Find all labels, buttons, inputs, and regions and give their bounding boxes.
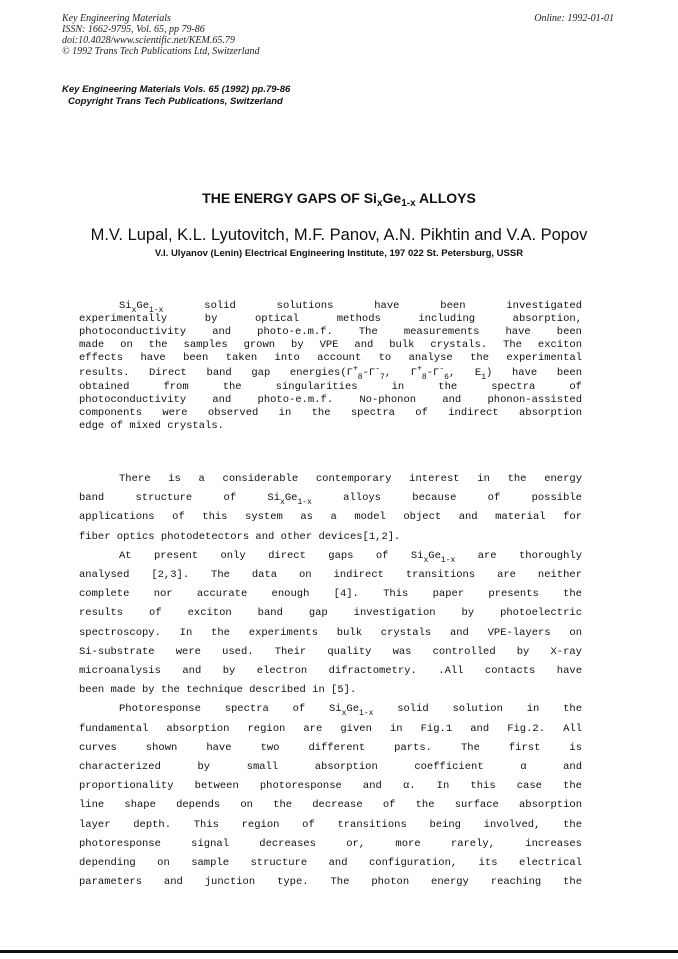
journal-name: Key Engineering Materials [62,13,171,24]
abstract-line: photoconductivity and photo-e.m.f. The measurements have been [79,326,582,338]
body-line: been made by the technique described in [5]. [79,684,357,697]
author-list: M.V. Lupal, K.L. Lyutovitch, M.F. Panov, A.N. Pikhtin and V.A. Popov [90,226,588,244]
body-line: photoresponse signal decreases or, more rarely, increases [79,837,582,850]
body-line: fundamental absorption region are given in Fig.1 and Fig.2. All [79,722,582,735]
abstract-line: effects have been taken into account to analyse the experimental [79,352,582,364]
body-line: depending on sample structure and configuration, its electrical [79,857,582,870]
body-line: band structure of $Si_xGe_{1-x}$ alloys because of possible [79,492,582,508]
abstract-line: $Si_xGe_{1-x}$ solid solutions have been investigated [119,300,582,315]
affiliation: V.I. Ulyanov (Lenin) Electrical Engineering Institute, 197 022 St. Petersburg, USSR [154,248,524,259]
body-line: line shape depends on the decrease of the surface absorption [79,799,582,812]
abstract-line: edge of mixed crystals. [79,420,224,432]
body-line: curves shown have two different parts. The first is [79,741,582,754]
body-line: Si-substrate were used. Their quality was controlled by X-ray [79,645,582,658]
body-line: spectroscopy. In the experiments bulk crystals and VPE-layers on [79,626,582,639]
body-line: layer depth. This region of transitions being involved, the [79,818,582,831]
abstract-line: results. Direct band gap $energies(\Gamma^+_8-\Gamma^-_7$, $\Gamma^+_8-\Gamma^-_6$, $E_1$) have been [79,364,583,382]
body-line: parameters and junction type. The photon energy reaching the [79,876,582,889]
body-line: complete nor accurate enough [4]. This paper presents the [79,588,582,601]
abstract-line: experimentally by optical methods including absorption, [79,313,582,325]
body-line: results of exciton band gap investigation by photoelectric [79,607,582,620]
journal-header [62,13,260,57]
abstract-line: made on the samples grown by VPE and bulk crystals. The exciton [79,339,582,351]
body-line: At present only direct gaps of $Si_xGe_{1-x}$ are thoroughly [119,549,583,565]
volume-line: Key Engineering Materials Vols. 65 (1992) pp.79-86 [62,84,291,95]
online-date: Online: 1992-01-01 [534,13,614,24]
body-line: There is a considerable contemporary interest in the energy [119,473,582,485]
body-line: Photoresponse spectra of $Si_xGe_{1-x}$ solid solution in the [119,703,582,719]
doi-line: doi:10.4028/www.scientific.net/KEM.65.79 [62,35,235,46]
body-line: fiber optics photodetectors and other devices[1,2]. [79,530,401,543]
abstract-line: obtained from the singularities in the spectra of [79,381,582,393]
issn-line: ISSN: 1662-9795, Vol. 65, pp 79-86 [62,24,205,35]
body-line: applications of this system as a model object and material for [79,511,582,524]
copyright-line: © 1992 Trans Tech Publications Ltd, Switzerland [62,46,260,57]
paper-title: THE ENERGY GAPS OF $Si_xGe_{1-x}$ ALLOYS [202,190,476,209]
body-line: proportionality between photoresponse and α. In this case the [79,780,582,793]
abstract-line: components were observed in the spectra of indirect absorption [79,407,582,419]
page-bottom-rule [0,950,678,953]
abstract [79,300,582,433]
body-line: analysed [2,3]. The data on indirect transitions are neither [79,569,582,582]
body-text [79,470,582,892]
volume-copyright [62,84,290,108]
body-line: characterized by small absorption coefficient α and [79,761,582,774]
abstract-line: photoconductivity and photo-e.m.f. No-phonon and phonon-assisted [79,394,582,406]
publisher-copyright-line: Copyright Trans Tech Publications, Switzerland [68,96,283,107]
body-line: microanalysis and by electron difractometry. .All contacts have [79,665,582,678]
